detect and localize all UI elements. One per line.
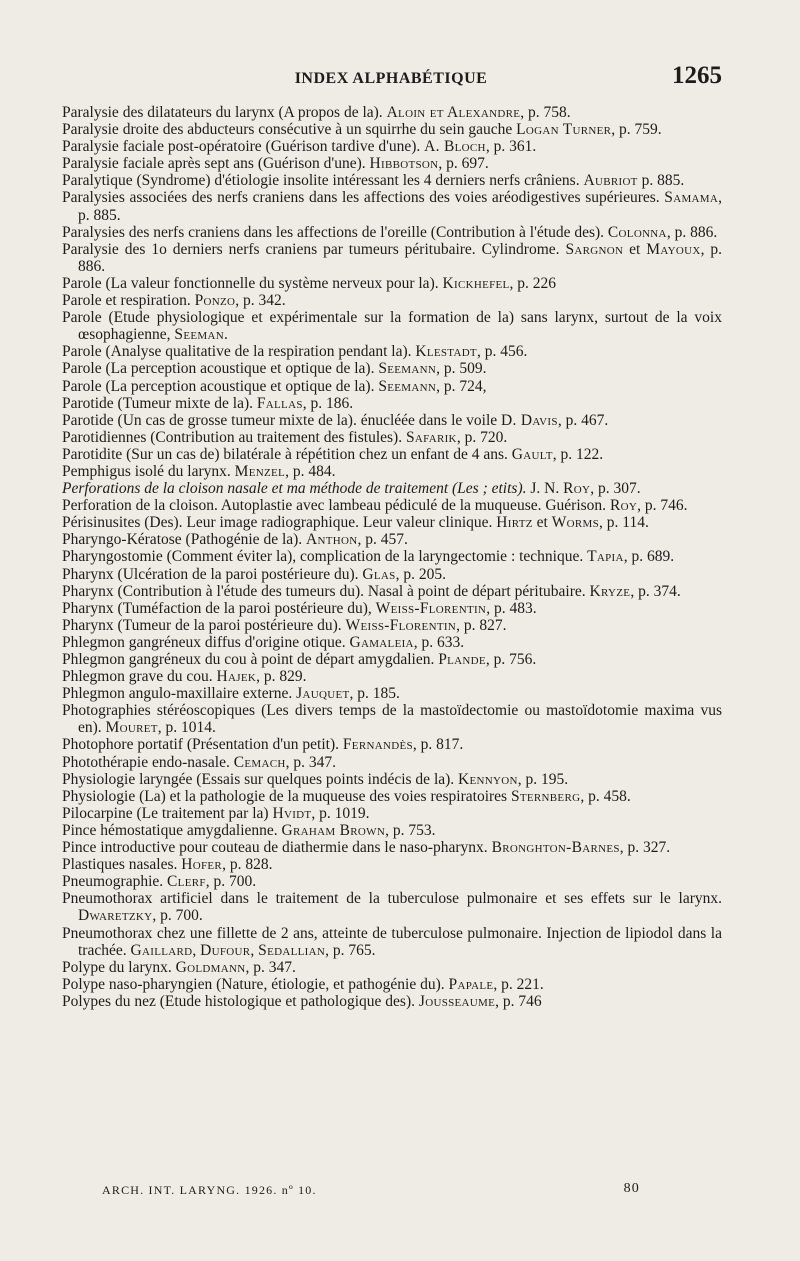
entry-reference: , p. 226 (509, 274, 557, 292)
entry-author: Colonna (607, 223, 667, 241)
page-number: 1265 (672, 62, 722, 89)
entry-text: Pneumothorax artificiel dans le traitement de la tuberculose pulmonaire et ses effets sur le larynx. (62, 890, 722, 908)
entry-text: Pneumothorax chez une fillette de 2 ans, atteinte de tuberculose pulmonaire. Injection de lipiodol dans la trachée. (62, 924, 722, 959)
entry-author: Seemann (378, 377, 437, 395)
index-entry (62, 634, 722, 651)
entry-author: Kickhefel (442, 274, 510, 292)
entry-reference: p. 885. (637, 172, 685, 190)
entry-text: Pharyngostomie (Comment éviter la), complication de la laryngectomie : technique. (62, 548, 588, 566)
entry-text: Paralysies des nerfs craniens dans les affections de l'oreille (Contribution à l'étude des). (62, 223, 608, 241)
entry-text: Pharynx (Contribution à l'étude des tumeurs du). Nasal à point de départ péritubaire. (62, 582, 590, 600)
entry-text: Paralysie faciale après sept ans (Guérison d'une). (62, 155, 370, 173)
index-entry (62, 925, 722, 959)
index-entry (62, 412, 722, 429)
entry-author: Roy (563, 480, 591, 498)
entry-text: Phlegmon grave du cou. (62, 668, 217, 686)
entry-reference: et (623, 240, 647, 258)
entry-text: Paralysie des 1o derniers nerfs craniens par tumeurs péritubaire. Cylindrome. (62, 240, 566, 258)
entry-author: Logan Turner (516, 121, 612, 139)
entry-text: Photophore portatif (Présentation d'un petit). (62, 736, 343, 754)
entry-reference: , p. 765. (325, 941, 376, 959)
entry-reference: , p. 327. (619, 839, 671, 857)
entry-reference: , p. 467. (557, 411, 609, 429)
entry-text: Paralysie droite des abducteurs consécutive à un squirrhe du sein gauche (62, 121, 517, 139)
entry-reference: , p. 724, (436, 377, 487, 395)
page-title: INDEX ALPHABÉTIQUE (294, 70, 488, 87)
entry-text: Parotidite (Sur un cas de) bilatérale à répétition chez un enfant de 4 ans. (62, 445, 512, 463)
entry-text: Plastiques nasales. (62, 856, 182, 874)
entry-text: Polype naso-pharyngien (Nature, étiologie, et pathogénie du). (62, 975, 449, 993)
index-entry (62, 360, 722, 377)
entry-author: Safarik (405, 428, 457, 446)
index-entry (62, 531, 722, 548)
entry-author: Gamaleia (349, 633, 414, 651)
entry-text: Pince introductive pour couteau de diathermie dans le naso-pharynx. (62, 839, 492, 857)
entry-text: Photographies stéréoscopiques (Les divers temps de la mastoïdectomie ou mastoïdotomie maxima vus en). (62, 702, 722, 737)
page-header (60, 62, 722, 96)
entry-author: Ponzo (194, 292, 236, 310)
entry-reference: , p. 361. (485, 138, 537, 156)
entry-text: Phlegmon angulo-maxillaire externe. (62, 685, 297, 703)
index-entry (62, 583, 722, 600)
entry-reference: . (223, 326, 228, 344)
entry-reference: , p. 827. (456, 616, 507, 634)
index-entry (62, 822, 722, 839)
entry-reference: , p. 458. (580, 787, 631, 805)
entry-reference: , p. 886. (666, 223, 718, 241)
index-entry (62, 497, 722, 514)
entry-author: D. Davis (501, 411, 558, 429)
entry-author: Kryze (589, 582, 631, 600)
entry-reference: , p. 756. (485, 651, 537, 668)
entry-text: Perforation de la cloison. Autoplastie avec lambeau pédiculé de la muqueuse. Guérison. (62, 497, 610, 515)
entry-reference: , p. 829. (256, 668, 307, 686)
entry-author: Hirtz (496, 514, 533, 532)
entry-reference: , p. 633. (413, 633, 465, 651)
index-entry (62, 959, 722, 976)
entry-reference: , p. 753. (385, 821, 436, 839)
entry-text: Parole (La perception acoustique et optique de la). (62, 377, 379, 395)
entry-author: Mouret (105, 719, 158, 737)
entry-author: Papale (448, 975, 494, 993)
index-entry (62, 788, 722, 805)
entry-text: Parole et respiration. (62, 292, 195, 310)
entry-reference: , p. 700. (205, 873, 257, 891)
entry-reference: , p. 221. (493, 975, 544, 993)
entry-reference: , p. 456. (476, 343, 528, 361)
entry-author: Worms (551, 514, 600, 532)
entry-text: Paralysie faciale post-opératoire (Guérison tardive d'une). (62, 138, 425, 156)
entry-reference: , p. 114. (599, 514, 649, 532)
entry-reference: , p. 122. (552, 445, 604, 463)
index-entry (62, 890, 722, 924)
index-entry (62, 309, 722, 343)
entry-author: Gault (511, 445, 553, 463)
entry-text: Pharynx (Tuméfaction de la paroi postérieure du), (62, 599, 376, 617)
entry-author: Kennyon (458, 770, 518, 788)
index-entry (62, 155, 722, 172)
entry-reference: , (250, 941, 259, 959)
index-entries (62, 104, 722, 1010)
entry-reference: , p. 374. (630, 582, 681, 600)
entry-reference: , p. 746 (495, 992, 542, 1010)
entry-text: Physiologie laryngée (Essais sur quelques points indécis de la). (62, 770, 459, 788)
index-entry (62, 224, 722, 241)
entry-text: Physiologie (La) et la pathologie de la muqueuse des voies respiratoires (62, 787, 511, 805)
entry-author: Samama (664, 189, 719, 207)
signature-mark: 80 (623, 1181, 640, 1196)
index-entry (62, 873, 722, 890)
entry-title-italic: Perforations de la cloison nasale et ma méthode de traitement (Les ; etits). (62, 480, 527, 498)
entry-author: Goldmann (175, 958, 246, 976)
entry-author: Weiss-Florentin (345, 616, 457, 634)
entry-reference: , p. 185. (349, 685, 400, 703)
entry-text: Polype du larynx. (62, 958, 176, 976)
entry-text: J. N. (526, 480, 564, 498)
entry-reference: , p. 307. (590, 480, 641, 498)
entry-author: Weiss-Florentin (375, 599, 487, 617)
entry-author: Anthon (306, 531, 358, 549)
index-entry (62, 138, 722, 155)
entry-reference: , p. 1019. (311, 804, 370, 822)
index-entry (62, 600, 722, 617)
entry-author: Hofer (181, 856, 223, 874)
entry-reference: , p. 347. (285, 753, 336, 771)
entry-author: Jousseaume (418, 992, 496, 1010)
entry-reference: , p. 457. (357, 531, 408, 549)
index-entry (62, 463, 722, 480)
entry-reference: , p. 817. (412, 736, 464, 754)
index-entry (62, 651, 722, 668)
entry-text: Pharyngo-Kératose (Pathogénie de la). (62, 531, 307, 549)
entry-author: Fernandès (342, 736, 413, 754)
index-entry (62, 121, 722, 138)
entry-reference: et (532, 514, 552, 532)
entry-reference: , p. 205. (395, 565, 446, 583)
entry-reference: , p. 342. (235, 292, 286, 310)
entry-text: Parole (La perception acoustique et optique de la). (62, 360, 379, 378)
entry-author: Hvidt (272, 804, 312, 822)
entry-reference: , (192, 941, 201, 959)
entry-author: Glas (362, 565, 396, 583)
index-entry (62, 395, 722, 412)
entry-text: Pemphigus isolé du larynx. (62, 462, 235, 480)
entry-reference: , p. 1014. (157, 719, 216, 737)
entry-text: Parole (La valeur fonctionnelle du système nerveux pour la). (62, 274, 443, 292)
entry-text: Phlegmon gangréneux diffus d'origine otique. (62, 633, 350, 651)
entry-text: Phlegmon gangréneux du cou à point de départ amygdalien. (62, 651, 439, 668)
entry-author: Gaillard (130, 941, 193, 959)
entry-text: Photothérapie endo-nasale. (62, 753, 234, 771)
index-entry (62, 754, 722, 771)
entry-author: Clerf (167, 873, 206, 891)
index-entry (62, 668, 722, 685)
entry-author: Tapia (587, 548, 624, 566)
entry-reference: , p. 758. (520, 104, 571, 121)
entry-text: Pharynx (Tumeur de la paroi postérieure du). (62, 616, 346, 634)
entry-author: Mayoux (646, 240, 701, 258)
entry-author: Klestadt (415, 343, 477, 361)
entry-author: Hajek (216, 668, 257, 686)
entry-text: Polypes du nez (Etude histologique et pathologique des). (62, 992, 419, 1010)
entry-text: Parole (Etude physiologique et expérimentale sur la formation de la) sans larynx, surtout de la voix œsophagienne, (62, 309, 722, 344)
index-entry (62, 771, 722, 788)
entry-reference: , p. 720. (456, 428, 508, 446)
index-entry (62, 480, 722, 497)
entry-author: Dufour (200, 941, 251, 959)
entry-text: Pince hémostatique amygdalienne. (62, 821, 282, 839)
entry-text: Parotide (Un cas de grosse tumeur mixte de la). énucléée dans le voile (62, 411, 502, 429)
index-entry (62, 993, 722, 1010)
index-entry (62, 976, 722, 993)
index-entry (62, 446, 722, 463)
index-entry (62, 189, 722, 223)
entry-reference: , p. 886. (78, 240, 723, 275)
entry-author: Sternberg (510, 787, 581, 805)
index-entry (62, 548, 722, 565)
entry-author: Cemach (233, 753, 286, 771)
index-entry (62, 275, 722, 292)
entry-text: Paralysie des dilatateurs du larynx (A propos de la). (62, 104, 387, 121)
entry-author: Roy (609, 497, 638, 515)
entry-reference: , p. 885. (78, 189, 722, 224)
entry-author: Bronghton-Barnes (491, 839, 620, 857)
entry-reference: , p. 186. (302, 394, 354, 412)
entry-reference: , p. 828. (222, 856, 273, 874)
index-entry (62, 429, 722, 446)
entry-author: Sargnon (565, 240, 624, 258)
index-entry (62, 343, 722, 360)
entry-author: Seemann (378, 360, 437, 378)
entry-text: Paralysies associées des nerfs craniens dans les affections des voies aréodigestives supérieures. (62, 189, 665, 207)
entry-reference: , p. 509. (436, 360, 487, 378)
entry-author: Dwaretzky (78, 907, 153, 925)
entry-reference: , p. 484. (285, 462, 336, 480)
entry-author: Graham Brown (281, 821, 386, 839)
entry-text: Parotide (Tumeur mixte de la). (62, 394, 257, 412)
index-entry (62, 856, 722, 873)
entry-reference: , p. 746. (637, 497, 688, 515)
entry-author: Aubriot (583, 172, 638, 190)
entry-text: Périsinusites (Des). Leur image radiographique. Leur valeur clinique. (62, 514, 497, 532)
entry-reference: , p. 697. (438, 155, 489, 173)
entry-reference: , p. 700. (152, 907, 203, 925)
index-entry (62, 839, 722, 856)
journal-reference: ARCH. INT. LARYNG. 1926. nº 10. (102, 1183, 317, 1197)
entry-author: Fallas (256, 394, 303, 412)
index-entry (62, 685, 722, 702)
entry-text: Paralytique (Syndrome) d'étiologie insolite intéressant les 4 derniers nerfs crâniens. (62, 172, 584, 190)
entry-reference: , p. 195. (517, 770, 569, 788)
entry-reference: , p. 759. (611, 121, 662, 139)
entry-author: Menzel (234, 462, 286, 480)
entry-author: Jauquet (296, 685, 350, 703)
index-entry (62, 702, 722, 736)
entry-author: A. Bloch (424, 138, 486, 156)
index-entry (62, 736, 722, 753)
entry-author: Hibbotson (369, 155, 439, 173)
entry-author: Seeman (174, 326, 224, 344)
entry-text: Pilocarpine (Le traitement par la) (62, 804, 273, 822)
entry-reference: , p. 483. (486, 599, 537, 617)
index-entry (62, 104, 722, 121)
index-entry (62, 172, 722, 189)
entry-text: Pneumographie. (62, 873, 168, 891)
entry-author: Plande (438, 651, 486, 668)
index-entry (62, 514, 722, 531)
entry-reference: , p. 347. (245, 958, 296, 976)
index-entry (62, 378, 722, 395)
page-footer (102, 1183, 640, 1203)
index-entry (62, 566, 722, 583)
entry-author: Aloin et Alexandre (386, 104, 521, 121)
entry-reference: , p. 689. (623, 548, 675, 566)
index-entry (62, 241, 722, 275)
entry-text: Parole (Analyse qualitative de la respiration pendant la). (62, 343, 416, 361)
entry-author: Sedallian (258, 941, 326, 959)
index-entry (62, 292, 722, 309)
entry-text: Parotidiennes (Contribution au traitement des fistules). (62, 428, 406, 446)
index-entry (62, 617, 722, 634)
entry-text: Pharynx (Ulcération de la paroi postérieure du). (62, 565, 363, 583)
index-entry (62, 805, 722, 822)
